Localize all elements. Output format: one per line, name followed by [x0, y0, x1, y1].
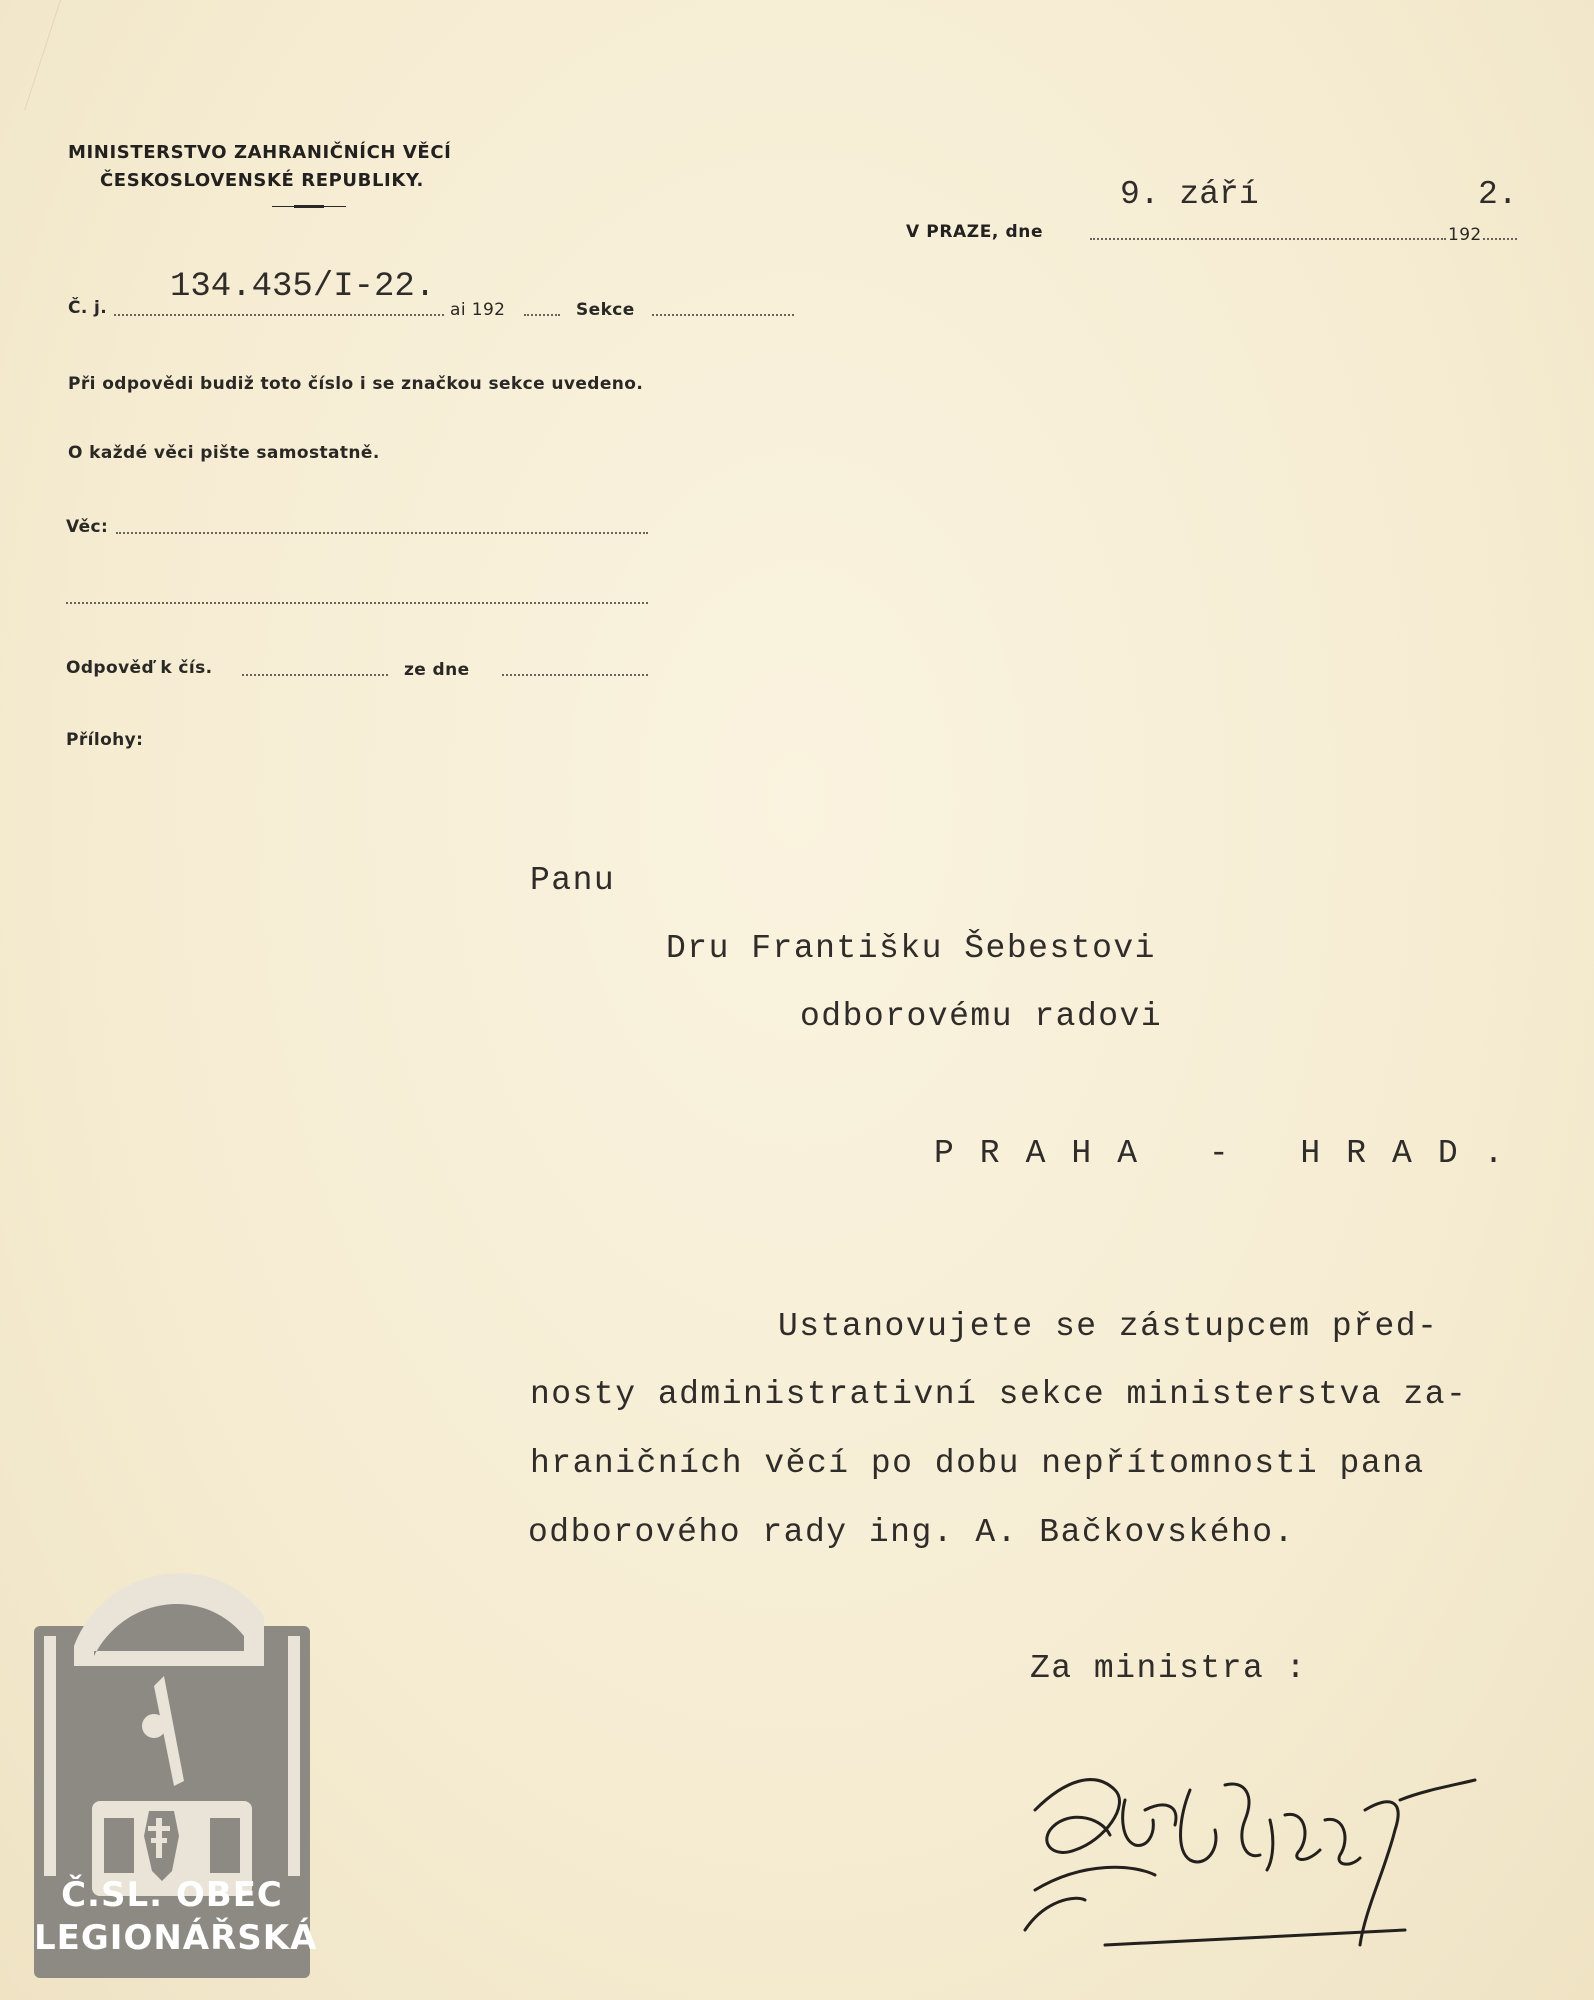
- year-dotted-line: [1483, 238, 1517, 240]
- reference-label: Č. j.: [68, 298, 108, 318]
- addressee-title: odborovému radovi: [800, 998, 1163, 1035]
- attachments-label: Přílohy:: [66, 730, 144, 750]
- reply-reference-dotted-line: [242, 674, 388, 676]
- letterhead-rule: [272, 206, 346, 207]
- signature-image: [1005, 1740, 1500, 1960]
- typed-reference-number: 134.435/I-22.: [170, 268, 436, 306]
- reply-reference-label: Odpověď k čís.: [66, 658, 213, 678]
- from-date-label: ze dne: [404, 660, 470, 680]
- closing-text: Za ministra :: [1030, 1650, 1307, 1687]
- date-prefix: V PRAZE, dne: [906, 222, 1044, 242]
- letterhead-line-1: MINISTERSTVO ZAHRANIČNÍCH VĚCÍ: [68, 142, 452, 163]
- reference-suffix: ai 192: [450, 300, 506, 320]
- date-year-prefix: 192: [1448, 225, 1482, 245]
- stamp-line-2: LEGIONÁŘSKÁ: [34, 1918, 318, 1958]
- body-line-1: Ustanovujete se zástupcem před-: [778, 1308, 1439, 1345]
- reply-note: Při odpovědi budiž toto číslo i se značkou sekce uvedeno.: [68, 374, 644, 394]
- reference-dotted-line: [114, 314, 444, 316]
- typed-year-digit: 2.: [1478, 176, 1518, 213]
- section-dotted-line: [652, 314, 794, 316]
- letterhead-line-2: ČESKOSLOVENSKÉ REPUBLIKY.: [100, 170, 424, 191]
- typed-date: 9. září: [1120, 176, 1259, 213]
- body-line-2: nosty administrativní sekce ministerstva za-: [530, 1376, 1468, 1413]
- date-dotted-line: [1090, 238, 1446, 240]
- subject-label: Věc:: [66, 517, 109, 537]
- body-line-3: hraničních věcí po dobu nepřítomnosti pana: [530, 1445, 1425, 1482]
- body-line-4: odborového rady ing. A. Bačkovského.: [528, 1514, 1295, 1551]
- from-date-dotted-line: [502, 674, 648, 676]
- addressee-name: Dru Františku Šebestovi: [666, 930, 1156, 967]
- subject-dotted-line-2: [66, 602, 648, 604]
- salutation: Panu: [530, 862, 616, 899]
- suffix-dotted-line: [524, 314, 560, 316]
- subject-dotted-line-1: [116, 532, 648, 534]
- section-label: Sekce: [576, 300, 635, 320]
- stamp-line-1: Č.SL. OBEC: [61, 1875, 283, 1915]
- each-matter-note: O každé věci pište samostatně.: [68, 443, 380, 463]
- addressee-city: PRAHA - HRAD.: [934, 1135, 1530, 1172]
